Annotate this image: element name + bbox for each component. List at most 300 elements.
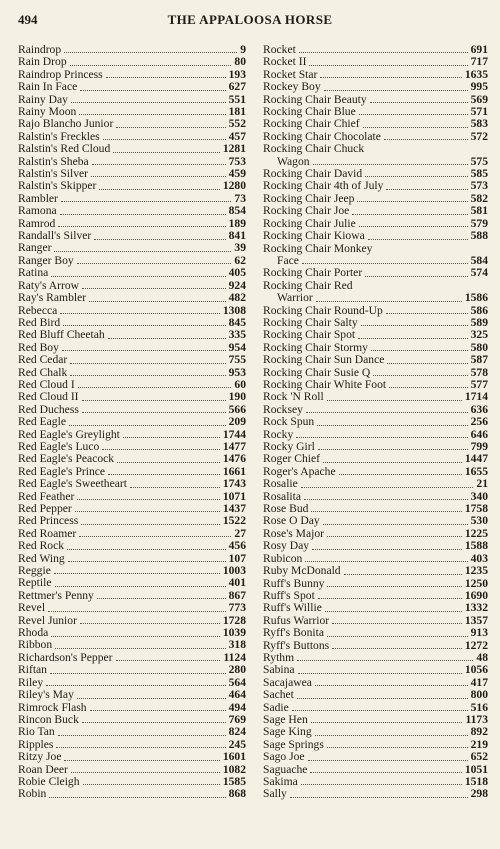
entry-number: 577 [470, 378, 488, 391]
entry-name: Rimrock Flash [18, 700, 87, 714]
entry-number: 73 [234, 191, 246, 205]
dot-leader [89, 301, 226, 302]
dot-leader [82, 400, 226, 401]
index-entry [18, 118, 246, 130]
entry-name: Sage Springs [263, 737, 324, 751]
index-entry [18, 180, 246, 192]
entry-name: Rocking Chair Stormy [263, 340, 368, 354]
index-entry [18, 652, 246, 664]
entry-name: Ritzy Joe [18, 750, 62, 764]
index-entry [263, 230, 488, 242]
dot-leader [318, 449, 468, 450]
dot-leader [70, 375, 225, 376]
entry-name-continued: Wagon [277, 154, 310, 168]
entry-number: 1714 [464, 390, 488, 404]
entry-name: Ralstin's Silver [18, 167, 89, 181]
entry-name: Red Eagle's Luco [18, 439, 100, 453]
dot-leader [103, 139, 226, 140]
dot-leader [368, 239, 468, 240]
entry-name: Rocking Chair White Foot [263, 378, 387, 391]
entry-number: 574 [470, 266, 488, 280]
dot-leader [90, 710, 226, 711]
index-column-right [263, 44, 488, 801]
entry-name: Rocky Girl [263, 440, 315, 454]
entry-number: 403 [470, 551, 488, 565]
dot-leader [51, 276, 225, 277]
dot-leader [352, 214, 467, 215]
entry-name: Rocking Chair Jeep [263, 191, 355, 205]
entry-number: 845 [228, 315, 246, 329]
dot-leader [82, 288, 226, 289]
dot-leader [116, 127, 225, 128]
entry-name: Robin [18, 787, 47, 801]
index-entry [263, 416, 488, 428]
entry-number: 583 [470, 117, 488, 131]
dot-leader [108, 338, 226, 339]
entry-name: Sadie [263, 700, 289, 714]
entry-name: Rocket [263, 42, 296, 56]
dot-leader [82, 412, 226, 413]
entry-number: 1225 [464, 526, 488, 540]
index-entry [263, 81, 488, 93]
entry-name: Rufus Warrior [263, 613, 330, 627]
entry-name: Rainy Moon [18, 105, 77, 119]
entry-number: 1124 [223, 650, 246, 664]
entry-name: Rocking Chair 4th of July [263, 179, 384, 193]
entry-name: Robie Cleigh [18, 774, 80, 788]
dot-leader [70, 363, 225, 364]
dot-leader [370, 102, 468, 103]
entry-name: Roan Deer [18, 762, 68, 776]
index-entry [18, 627, 246, 639]
index-entry [18, 56, 246, 68]
entry-number: 1357 [464, 613, 488, 627]
entry-name: Ramona [18, 204, 57, 218]
entry-name-continued: Warrior [277, 291, 313, 305]
index-entry [263, 652, 488, 664]
entry-name-continued: Face [277, 253, 299, 267]
entry-number: 578 [470, 365, 488, 379]
dot-leader [77, 263, 232, 264]
dot-leader [301, 487, 474, 488]
dot-leader [108, 474, 220, 475]
entry-name: Rocking Chair Monkey [263, 241, 373, 255]
entry-name: Rose's Major [263, 526, 325, 540]
entry-number: 401 [228, 576, 246, 590]
index-entry [18, 391, 246, 403]
entry-name: Red Eagle's Prince [18, 464, 106, 478]
entry-number: 800 [470, 688, 488, 702]
dot-leader [327, 400, 462, 401]
dot-leader [123, 437, 220, 438]
entry-name: Ramrod [18, 216, 56, 230]
dot-leader [318, 598, 462, 599]
dot-leader [344, 574, 462, 575]
index-entry [18, 267, 246, 279]
entry-name: Rocking Chair Chocolate [263, 129, 381, 143]
entry-name: Rubicon [263, 551, 303, 565]
entry-name: Reptile [18, 576, 52, 590]
dot-leader [311, 722, 463, 723]
entry-name: Sakima [263, 775, 298, 788]
entry-number: 457 [228, 129, 246, 143]
entry-name: Revel [18, 601, 46, 615]
entry-name: Sage Hen [263, 712, 308, 726]
dot-leader [371, 350, 468, 351]
entry-number: 580 [470, 340, 488, 354]
dot-leader [323, 462, 462, 463]
entry-number: 588 [470, 229, 488, 243]
entry-number: 953 [228, 365, 246, 379]
dot-leader [64, 52, 237, 53]
dot-leader [58, 735, 226, 736]
entry-name: Rocking Chair Chief [263, 117, 360, 131]
entry-number: 1476 [222, 452, 246, 466]
dot-leader [130, 487, 220, 488]
entry-name: Rocking Chair Sun Dance [263, 353, 385, 367]
entry-name: Rocking Chair Blue [263, 105, 356, 119]
entry-number: 573 [470, 179, 488, 193]
entry-number: 1601 [222, 750, 246, 764]
entry-name: Rocking Chair David [263, 167, 363, 181]
dot-leader [365, 176, 467, 177]
dot-leader [312, 549, 462, 550]
entry-number: 892 [470, 725, 488, 739]
entry-name: Red Eagle's Peacock [18, 452, 115, 466]
index-entry [263, 391, 488, 403]
entry-name: Raindrop Princess [18, 67, 103, 81]
entry-name: Rocking Chair Chuck [263, 142, 365, 156]
entry-number: 1082 [222, 762, 246, 776]
entry-name: Red Bluff Cheetah [18, 328, 105, 342]
dot-leader [386, 189, 467, 190]
entry-name: Rosalita [263, 489, 301, 503]
dot-leader [317, 425, 467, 426]
index-entry [263, 627, 488, 639]
dot-leader [50, 673, 226, 674]
index-entry [18, 590, 246, 602]
entry-number: 995 [470, 80, 488, 94]
entry-number: 181 [228, 105, 246, 119]
index-entry [263, 453, 488, 465]
entry-number: 1518 [464, 775, 488, 788]
dot-leader [71, 102, 226, 103]
index-entry [263, 776, 488, 788]
entry-number: 245 [228, 737, 246, 751]
entry-name: Red Cloud II [18, 390, 79, 404]
entry-number: 585 [470, 167, 488, 181]
entry-number: 1447 [464, 452, 488, 466]
entry-name: Rajo Blancho Junior [18, 117, 114, 131]
dot-leader [373, 375, 467, 376]
index-entry [263, 143, 488, 168]
index-entry [263, 243, 488, 268]
entry-name: Rettmer's Penny [18, 588, 94, 602]
dot-leader [315, 685, 468, 686]
dot-leader [80, 90, 225, 91]
dot-leader [60, 214, 226, 215]
entry-name: Ratina [18, 266, 49, 280]
entry-number: 584 [470, 253, 488, 267]
dot-leader [310, 772, 461, 773]
entry-name: Red Rock [18, 539, 65, 553]
dot-leader [305, 561, 467, 562]
entry-number: 579 [470, 216, 488, 230]
entry-number: 219 [470, 737, 488, 751]
entry-number: 80 [234, 55, 246, 69]
dot-leader [83, 784, 220, 785]
entry-name: Rhoda [18, 626, 49, 640]
dot-leader [77, 499, 219, 500]
entry-number: 1477 [222, 439, 246, 453]
dot-leader [94, 239, 225, 240]
entry-name: Rocking Chair Porter [263, 266, 363, 280]
index-entry [18, 354, 246, 366]
entry-name: Sally [263, 787, 287, 801]
dot-leader [389, 387, 467, 388]
entry-name: Randall's Silver [18, 229, 92, 243]
index-entry [18, 565, 246, 577]
dot-leader [69, 425, 226, 426]
dot-leader [116, 660, 221, 661]
entry-number: 1250 [464, 576, 488, 590]
dot-leader [48, 611, 226, 612]
entry-number: 335 [228, 328, 246, 342]
entry-number: 1743 [222, 477, 246, 491]
index-entry [263, 677, 488, 689]
entry-number: 298 [470, 787, 488, 801]
entry-name: Roger Chief [263, 452, 320, 466]
entry-name: Sacajawea [263, 675, 312, 689]
dot-leader [299, 52, 468, 53]
entry-name: Rosy Day [263, 539, 310, 553]
entry-number: 575 [470, 154, 488, 168]
entry-number: 516 [470, 700, 488, 714]
entry-name: Ripples [18, 737, 54, 751]
entry-number: 27 [234, 526, 246, 540]
entry-name: Rio Tan [18, 725, 55, 739]
entry-number: 1056 [464, 663, 488, 677]
dot-leader [387, 363, 467, 364]
entry-name: Rose Bud [263, 502, 309, 516]
entry-name: Red Cloud I [18, 377, 75, 391]
entry-name: Red Bird [18, 315, 61, 329]
dot-leader [49, 797, 225, 798]
dot-leader [313, 164, 468, 165]
entry-name: Rocking Chair Joe [263, 204, 350, 218]
dot-leader [384, 139, 468, 140]
entry-number: 552 [228, 117, 246, 131]
entry-number: 1758 [464, 502, 488, 516]
index-entry [263, 726, 488, 738]
dot-leader [54, 573, 220, 574]
dot-leader [363, 127, 468, 128]
entry-number: 48 [476, 650, 488, 664]
dot-leader [332, 623, 462, 624]
entry-name: Sachet [263, 688, 294, 702]
entry-number: 582 [470, 191, 488, 205]
index-entry [18, 453, 246, 465]
index-entry [263, 118, 488, 130]
dot-leader [327, 586, 461, 587]
index-entry [18, 255, 246, 267]
entry-number: 755 [228, 353, 246, 367]
index-entry [263, 280, 488, 305]
dot-leader [55, 648, 225, 649]
dot-leader [55, 586, 226, 587]
dot-leader [99, 189, 219, 190]
entry-name: Ranger Boy [18, 253, 74, 267]
entry-number: 464 [228, 688, 246, 702]
entry-name: Sage King [263, 725, 312, 739]
index-entry [18, 416, 246, 428]
dot-leader [324, 90, 468, 91]
entry-number: 459 [228, 167, 246, 181]
entry-name: Rock 'N Roll [263, 390, 324, 404]
entry-number: 1585 [222, 774, 246, 788]
page-number: 494 [18, 12, 38, 27]
index-entry [18, 751, 246, 763]
entry-number: 954 [228, 340, 246, 354]
index-entry [263, 329, 488, 341]
entry-name: Rocking Chair Susie Q [263, 365, 371, 379]
dot-leader [311, 511, 461, 512]
entry-number: 1280 [222, 179, 246, 193]
dot-leader [296, 437, 467, 438]
entry-number: 1308 [222, 303, 246, 317]
index-entry [263, 602, 488, 614]
entry-number: 1437 [222, 502, 246, 516]
dot-leader [323, 524, 468, 525]
dot-leader [46, 685, 225, 686]
entry-number: 1661 [222, 464, 246, 478]
entry-number: 627 [228, 80, 246, 94]
entry-name: Ruby McDonald [263, 564, 341, 578]
entry-name: Rocking Chair Salty [263, 315, 358, 329]
entry-continuation-line [263, 292, 488, 304]
entry-name: Ralstin's Red Cloud [18, 142, 111, 156]
entry-name: Raindrop [18, 42, 62, 56]
entry-number: 1173 [465, 712, 488, 726]
entry-name: Richardson's Pepper [18, 650, 113, 664]
index-entry [18, 540, 246, 552]
entry-number: 256 [470, 415, 488, 429]
dot-leader [301, 784, 462, 785]
dot-leader [297, 698, 468, 699]
dot-leader [308, 760, 468, 761]
entry-number: 1655 [464, 464, 488, 478]
entry-number: 589 [470, 315, 488, 329]
entry-number: 340 [470, 489, 488, 503]
dot-leader [316, 301, 462, 302]
dot-leader [62, 350, 226, 351]
entry-number: 1235 [464, 564, 488, 578]
index-entry [18, 292, 246, 304]
entry-number: 530 [470, 514, 488, 528]
dot-leader [70, 65, 232, 66]
dot-leader [82, 722, 226, 723]
dot-leader [51, 636, 220, 637]
dot-leader [78, 387, 232, 388]
entry-number: 280 [228, 663, 246, 677]
entry-name: Red Wing [18, 551, 65, 565]
dot-leader [359, 226, 468, 227]
entry-name: Rocket II [263, 55, 307, 69]
dot-leader [365, 276, 467, 277]
entry-number: 193 [228, 67, 246, 81]
entry-name: Ruff's Willie [263, 601, 322, 615]
entry-name: Red Boy [18, 340, 59, 354]
index-column-left [18, 44, 246, 801]
entry-number: 1522 [222, 514, 246, 528]
entry-number: 1744 [222, 427, 246, 441]
dot-leader [302, 263, 468, 264]
dot-leader [75, 511, 220, 512]
dot-leader [297, 660, 473, 661]
entry-name: Roger's Apache [263, 464, 336, 478]
dot-leader [113, 152, 220, 153]
entry-name: Rosalie [263, 477, 298, 491]
entry-name: Ralstin's Sheba [18, 154, 89, 168]
dot-leader [97, 598, 226, 599]
entry-number: 107 [228, 551, 246, 565]
entry-number: 1051 [464, 762, 488, 776]
entry-name: Rocking Chair Round-Up [263, 303, 383, 317]
dot-leader [309, 65, 467, 66]
entry-name: Rocket Star [263, 67, 318, 81]
entry-number: 1003 [222, 564, 246, 578]
entry-name: Red Eagle's Sweetheart [18, 477, 127, 491]
index-entry [18, 577, 246, 589]
entry-number: 753 [228, 154, 246, 168]
entry-number: 564 [228, 675, 246, 689]
index-entry [18, 615, 246, 627]
dot-leader [298, 673, 462, 674]
index-entry [18, 689, 246, 701]
dot-leader [325, 611, 462, 612]
index-entry [18, 515, 246, 527]
dot-leader [386, 313, 468, 314]
entry-name: Riftan [18, 663, 47, 677]
entry-number: 646 [470, 427, 488, 441]
entry-name: Rocking Chair Red [263, 278, 353, 292]
entry-number: 60 [234, 377, 246, 391]
index-entry [18, 602, 246, 614]
entry-number: 868 [228, 787, 246, 801]
entry-name: Red Princess [18, 514, 79, 528]
entry-name: Rincon Buck [18, 712, 79, 726]
entry-number: 189 [228, 216, 246, 230]
entry-number: 691 [470, 42, 488, 56]
dot-leader [339, 474, 462, 475]
entry-name: Rocking Chair Julie [263, 216, 356, 230]
index-entry [263, 689, 488, 701]
entry-number: 190 [228, 390, 246, 404]
dot-leader [60, 313, 220, 314]
entry-name: Rebecca [18, 303, 58, 317]
index-entry [18, 143, 246, 155]
index-entry [18, 478, 246, 490]
entry-number: 867 [228, 588, 246, 602]
entry-name: Ralstin's Skipper [18, 179, 97, 193]
index-entry [263, 751, 488, 763]
entry-name: Red Feather [18, 489, 75, 503]
entry-number: 1635 [464, 67, 488, 81]
dot-leader [54, 251, 231, 252]
entry-number: 318 [228, 638, 246, 652]
running-title: THE APPALOOSA HORSE [167, 12, 333, 27]
index-entry [263, 205, 488, 217]
